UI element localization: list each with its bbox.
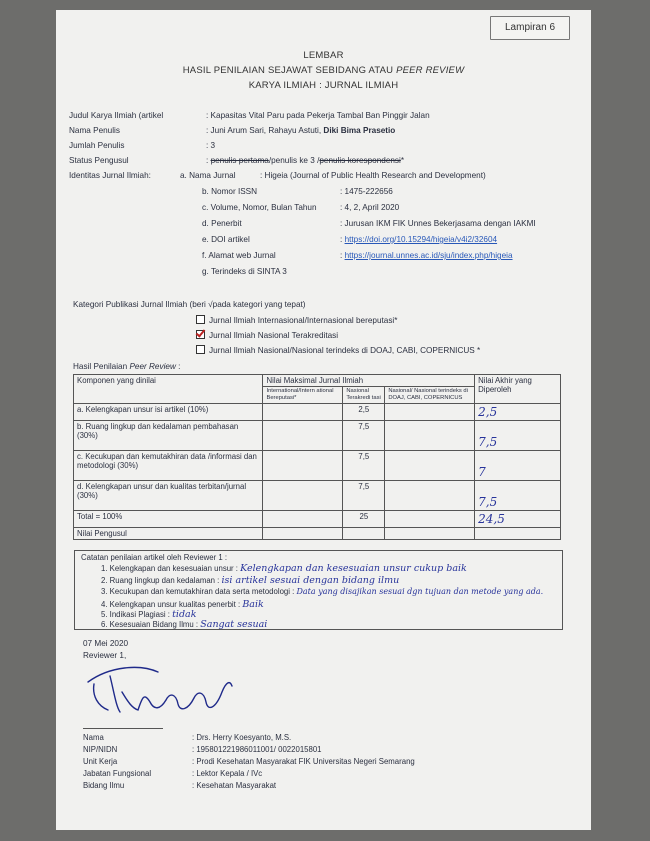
journal-e-value: [340, 235, 497, 244]
catatan-item-6: [101, 619, 267, 630]
kategori-option-2[interactable]: [196, 330, 338, 340]
catatan-item-2: [101, 575, 399, 586]
row-nasional: 7,5: [343, 481, 385, 511]
status-label: Status Pengusul: [69, 156, 129, 165]
journal-web-link[interactable]: https://journal.unnes.ac.id/sju/index.php/higeia: [344, 251, 513, 260]
penulis-names: : Juni Arum Sari, Rahayu Astuti,: [206, 126, 324, 135]
row-komponen: a. Kelengkapan unsur isi artikel (10%): [74, 404, 263, 421]
reviewer-label: Reviewer 1,: [83, 651, 127, 660]
hasil-heading-italic: Peer Review: [129, 362, 176, 371]
journal-f-colon: :: [340, 251, 345, 260]
hasil-heading: [73, 362, 180, 371]
title-line-2-text: HASIL PENILAIAN SEJAWAT SEBIDANG ATAU: [182, 65, 397, 76]
judul-value: : Kapasitas Vital Paru pada Pekerja Tambal Ban Pinggir Jalan: [206, 111, 430, 120]
table-row: [74, 451, 561, 481]
unit-value: : Prodi Kesehatan Masyarakat FIK Universitas Negeri Semarang: [192, 757, 415, 766]
table-row: [74, 481, 561, 511]
col-nasional-terindeks: Nasional/ Nasional terindeks di DOAJ, CABI, COPERNICUS: [385, 387, 475, 404]
jabatan-value: : Lektor Kepala / IVc: [192, 769, 263, 778]
catatan-label: 2. Ruang lingkup dan kedalaman :: [101, 576, 220, 585]
catatan-label: 1. Kelengkapan dan kesesuaian unsur :: [101, 564, 238, 573]
status-colon: :: [206, 156, 211, 165]
journal-b-label: b. Nomor ISSN: [202, 187, 258, 196]
jumlah-label: Jumlah Penulis: [69, 141, 125, 150]
journal-c-value: : 4, 2, April 2020: [340, 203, 400, 212]
document-page: [56, 10, 591, 830]
judul-label: Judul Karya Ilmiah (artikel: [69, 111, 164, 120]
checkbox-checked-icon[interactable]: [196, 330, 205, 339]
penulis-label: Nama Penulis: [69, 126, 120, 135]
row-akhir: 7,5: [475, 481, 561, 511]
checkbox-icon[interactable]: [196, 315, 205, 324]
nip-value: : 195801221986011001/ 0022015801: [192, 745, 322, 754]
journal-f-value: [340, 251, 513, 260]
kategori-option-3-label: Jurnal Ilmiah Nasional/Nasional terindeks di DOAJ, CABI, COPERNICUS *: [209, 346, 481, 355]
nip-label: NIP/NIDN: [83, 745, 118, 754]
catatan-item-1: [101, 563, 467, 574]
total-nasional: 25: [343, 511, 385, 528]
row-nasional: 2,5: [343, 404, 385, 421]
catatan-label: 3. Kecukupan dan kemutakhiran data serta metodologi :: [101, 587, 295, 596]
col-nilai-akhir: Nilai Akhir yang Diperoleh: [475, 375, 561, 404]
journal-a-value: : Higeia (Journal of Public Health Research and Development): [260, 171, 486, 180]
row-akhir: 7: [475, 451, 561, 481]
row-komponen: c. Kecukupan dan kemutakhiran data /informasi dan metodologi (30%): [74, 451, 263, 481]
row-komponen: b. Ruang lingkup dan kedalaman pembahasan (30%): [74, 421, 263, 451]
table-pengusul-row: [74, 528, 561, 540]
jumlah-value: : 3: [206, 141, 216, 150]
catatan-label: 4. Kelengkapan unsur kualitas penerbit :: [101, 600, 241, 609]
kategori-option-2-label: Jurnal Ilmiah Nasional Terakreditasi: [209, 331, 339, 340]
journal-d-value: : Jurusan IKM FIK Unnes Bekerjasama dengan IAKMI: [340, 219, 536, 228]
table-row: [74, 421, 561, 451]
title-line-3: KARYA ILMIAH : JURNAL ILMIAH: [248, 80, 399, 91]
status-end: *: [400, 156, 405, 165]
col-komponen: Komponen yang dinilai: [74, 375, 263, 404]
penulis-value: [206, 126, 395, 135]
catatan-heading: Catatan penilaian artikel oleh Reviewer 1 :: [81, 553, 228, 562]
row-nasional: 7,5: [343, 451, 385, 481]
bidang-value: : Kesehatan Masyarakat: [192, 781, 277, 790]
status-strike-1: penulis pertama: [210, 156, 269, 165]
nama-label: Nama: [83, 733, 104, 742]
total-label: Total = 100%: [74, 511, 263, 528]
table-row: [74, 404, 561, 421]
kategori-option-1-label: Jurnal Ilmiah Internasional/Internasional bereputasi*: [209, 316, 398, 325]
nama-value: : Drs. Herry Koesyanto, M.S.: [192, 733, 292, 742]
catatan-note: Kelengkapan dan kesesuaian unsur cukup baik: [240, 563, 467, 574]
kategori-option-3[interactable]: [196, 345, 480, 355]
bidang-label: Bidang Ilmu: [83, 781, 125, 790]
journal-a-label: a. Nama Jurnal: [180, 171, 236, 180]
row-akhir: 7,5: [475, 421, 561, 451]
title-line-2-italic: PEER REVIEW: [396, 65, 465, 76]
identitas-label: Identitas Jurnal Ilmiah:: [69, 171, 151, 180]
row-akhir: 2,5: [475, 404, 561, 421]
doi-link[interactable]: https://doi.org/10.15294/higeia/v4i2/32604: [344, 235, 498, 244]
col-nasional-terakreditasi: Nasional Terakredi tasi: [343, 387, 385, 404]
catatan-label: 6. Kesesuaian Bidang Ilmu :: [101, 620, 199, 629]
catatan-note: Baik: [242, 599, 264, 610]
catatan-note: Sangat sesuai: [200, 619, 268, 630]
title-line-2: [56, 65, 591, 76]
row-komponen: d. Kelengkapan unsur dan kualitas terbitan/jurnal (30%): [74, 481, 263, 511]
signature-image: [80, 662, 240, 724]
kategori-heading: Kategori Publikasi Jurnal Ilmiah (beri √pada kategori yang tepat): [73, 300, 306, 309]
hasil-heading-suffix: :: [175, 362, 181, 371]
journal-b-value: : 1475-222656: [340, 187, 393, 196]
catatan-note: Data yang disajikan sesuai dgn tujuan dan metode yang ada.: [296, 587, 544, 596]
jabatan-label: Jabatan Fungsional: [83, 769, 152, 778]
lampiran-box: Lampiran 6: [490, 16, 570, 40]
pengusul-label: Nilai Pengusul: [74, 528, 263, 540]
kategori-option-1[interactable]: [196, 315, 397, 325]
hasil-heading-prefix: Hasil Penilaian: [73, 362, 130, 371]
journal-d-label: d. Penerbit: [202, 219, 242, 228]
journal-e-label: e. DOI artikel: [202, 235, 250, 244]
penulis-bold-name: Diki Bima Prasetio: [323, 126, 396, 135]
catatan-note: tidak: [172, 609, 197, 620]
col-internasional: International/Intern ational Bereputasi*: [263, 387, 343, 404]
signature-line: [83, 728, 163, 729]
catatan-label: 5. Indikasi Plagiasi :: [101, 610, 170, 619]
title-line-1: LEMBAR: [303, 50, 344, 61]
table-header-row: [74, 375, 561, 387]
unit-label: Unit Kerja: [83, 757, 118, 766]
journal-c-label: c. Volume, Nomor, Bulan Tahun: [202, 203, 317, 212]
catatan-box: [74, 550, 563, 630]
journal-g-label: g. Terindeks di SINTA 3: [202, 267, 287, 276]
total-akhir: 24,5: [475, 511, 561, 528]
status-strike-2: penulis korespondensi: [319, 156, 401, 165]
review-date: 07 Mei 2020: [83, 639, 129, 648]
score-table: [73, 374, 561, 540]
catatan-note: isi artikel sesuai dengan bidang ilmu: [221, 575, 400, 586]
status-mid: /penulis ke 3 /: [268, 156, 320, 165]
table-total-row: [74, 511, 561, 528]
checkbox-icon[interactable]: [196, 345, 205, 354]
catatan-item-3: [101, 587, 543, 596]
journal-f-label: f. Alamat web Jurnal: [202, 251, 276, 260]
status-value: [206, 156, 404, 165]
row-nasional: 7,5: [343, 421, 385, 451]
journal-e-colon: :: [340, 235, 345, 244]
col-nilai-max: Nilai Maksimal Jurnal Ilmiah: [263, 375, 475, 387]
